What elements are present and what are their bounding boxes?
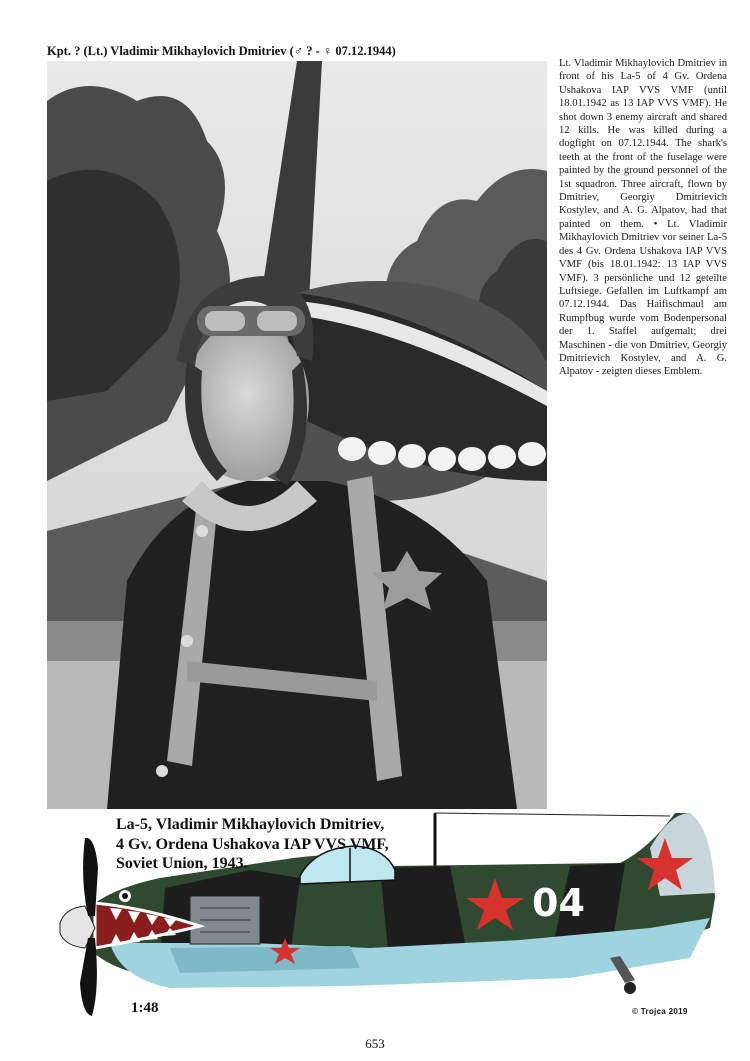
pilot-photo [47, 61, 547, 809]
scale-label: 1:48 [131, 1000, 159, 1016]
profile-title [116, 815, 389, 874]
page-number: 653 [365, 1036, 385, 1051]
photo-caption: Lt. Vladimir Mikhaylovich Dmitriev in front of his La-5 of 4 Gv. Ordena Ushakova IAP VVS VMF (until 18.01.1942 as 13 IAP VVS VMF). He shot down 3 enemy aircraft and shared 12 kills. He was killed during a dogfight on 07.12.1944. The shark's teeth at the front of the fuselage were painted by the ground personnel of the 1st squadron. Three aircraft, flown by Dmitriev, Georgiy Dmitrievich Kostylev, and A. G. Alpatov, had that painted on them. • Lt. Vladimir Mikhaylovich Dmitriev vor seiner La-5 des 4 Gv. Ordena Ushakova IAP VVS VMF (bis 18.01.1942: 13 IAP VVS VMF). 3 persönliche und 12 geteilte Luftsiege. Gefallen im Luftkampf am 07.12.1944. Das Haifischmaul am Rumpfbug wurde vom Bodenpersonal der 1. Staffel aufgemalt; drei Maschinen - die von Dmitriev, Georgiy Dmitrievich Kostylev, and A. G. Alpatov - zeigten dieses Emblem. [559, 58, 727, 378]
tail-number: 04 [532, 881, 585, 925]
copyright-mark: © Trojca 2019 [632, 1007, 688, 1016]
profile-title-line: La-5, Vladimir Mikhaylovich Dmitriev, [116, 816, 385, 833]
profile-title-line: Soviet Union, 1943. [116, 855, 248, 872]
profile-title-line: 4 Gv. Ordena Ushakova IAP VVS VMF, [116, 835, 389, 853]
page-heading: Kpt. ? (Lt.) Vladimir Mikhaylovich Dmitriev (♂ ? - ♀ 07.12.1944) [47, 44, 396, 58]
